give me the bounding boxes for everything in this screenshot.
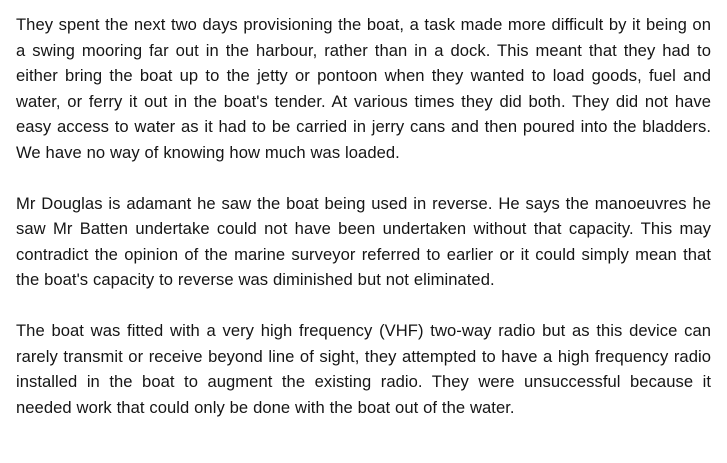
- paragraph-3: The boat was fitted with a very high frequency (VHF) two-way radio but as this device can rarely transmit or receive beyond line of sight, they attempted to have a high frequency radio installed in the boat to augment the existing radio. They were unsuccessful because it needed work that could only be done with the boat out of the water.: [16, 320, 711, 417]
- paragraph-2: Mr Douglas is adamant he saw the boat being used in reverse. He says the manoeuvres he saw Mr Batten undertake could not have been undertaken without that capacity. This may contradict the opinion of the marine surveyor referred to earlier or it could simply mean that the boat's capacity to reverse was diminished but not eliminated.: [16, 193, 711, 290]
- paragraph-1: They spent the next two days provisioning the boat, a task made more difficult by it being on a swing mooring far out in the harbour, rather than in a dock. This meant that they had to either bring the boat up to the jetty or pontoon when they wanted to load goods, fuel and water, or ferry it out in the boat's tender. At various times they did both. They did not have easy access to water as it had to be carried in jerry cans and then poured into the bladders. We have no way of knowing how much was loaded.: [16, 15, 711, 162]
